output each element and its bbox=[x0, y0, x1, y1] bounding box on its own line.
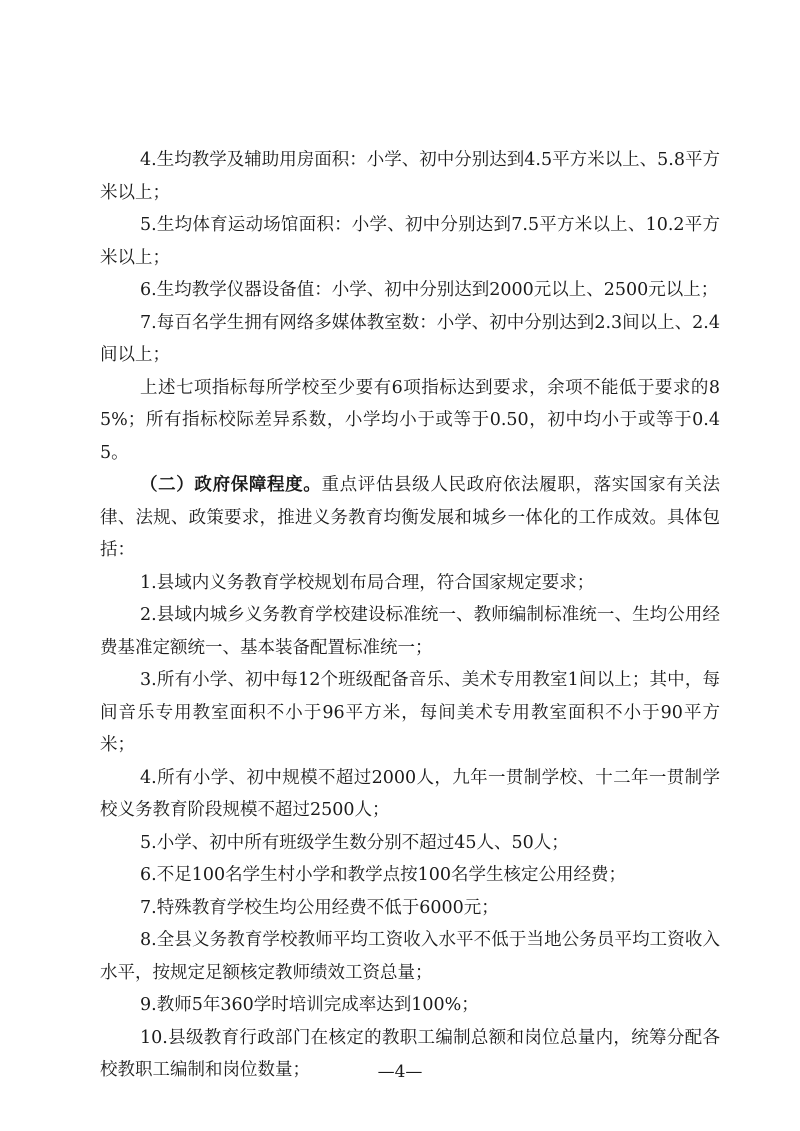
paragraph: 10.县级教育行政部门在核定的教职工编制总额和岗位总量内，统筹分配各校教职工编制和岗位数量； bbox=[100, 1027, 720, 1080]
paragraph: 9.教师5年360学时培训完成率达到100%； bbox=[140, 995, 479, 1015]
paragraph: 7.特殊教育学校生均公用经费不低于6000元； bbox=[140, 897, 499, 918]
paragraph: 7.每百名学生拥有网络多媒体教室数：小学、初中分别达到2.3间以上、2.4间以上； bbox=[100, 312, 720, 365]
paragraph-text: 重点评估县级人民政府依法履职，落实国家有关法律、法规、政策要求，推进义务教育均衡发展和城乡一体化的工作成效。具体包括： bbox=[100, 475, 720, 560]
paragraph: 8.全县义务教育学校教师平均工资收入水平不低于当地公务员平均工资收入水平，按规定足额核定教师绩效工资总量； bbox=[100, 930, 720, 983]
paragraph: 2.县域内城乡义务教育学校建设标准统一、教师编制标准统一、生均公用经费基准定额统一、基本装备配置标准统一； bbox=[100, 605, 720, 658]
paragraph: 1.县域内义务教育学校规划布局合理，符合国家规定要求； bbox=[140, 572, 595, 593]
paragraph: 5.生均体育运动场馆面积：小学、初中分别达到7.5平方米以上、10.2平方米以上； bbox=[100, 215, 720, 268]
paragraph: 3.所有小学、初中每12个班级配备音乐、美术专用教室1间以上；其中，每间音乐专用教室面积不小于96平方米，每间美术专用教室面积不小于90平方米； bbox=[100, 670, 720, 755]
paragraph: 上述七项指标每所学校至少要有6项指标达到要求，余项不能低于要求的85%；所有指标校际差异系数，小学均小于或等于0.50，初中均小于或等于0.45。 bbox=[100, 377, 720, 463]
paragraph bbox=[100, 469, 720, 567]
paragraph: 5.小学、初中所有班级学生数分别不超过45人、50人； bbox=[140, 832, 569, 853]
page-number: —4— bbox=[377, 1062, 423, 1082]
section-heading: （二）政府保障程度。 bbox=[140, 475, 322, 495]
paragraph: 6.生均教学仪器设备值：小学、初中分别达到2000元以上、2500元以上； bbox=[140, 280, 719, 300]
paragraph: 6.不足100名学生村小学和教学点按100名学生核定公用经费； bbox=[140, 865, 626, 885]
paragraph: 4.所有小学、初中规模不超过2000人，九年一贯制学校、十二年一贯制学校义务教育阶段规模不超过2500人； bbox=[100, 767, 720, 820]
document-body bbox=[100, 144, 720, 1087]
paragraph: 4.生均教学及辅助用房面积：小学、初中分别达到4.5平方米以上、5.8平方米以上； bbox=[100, 150, 720, 203]
